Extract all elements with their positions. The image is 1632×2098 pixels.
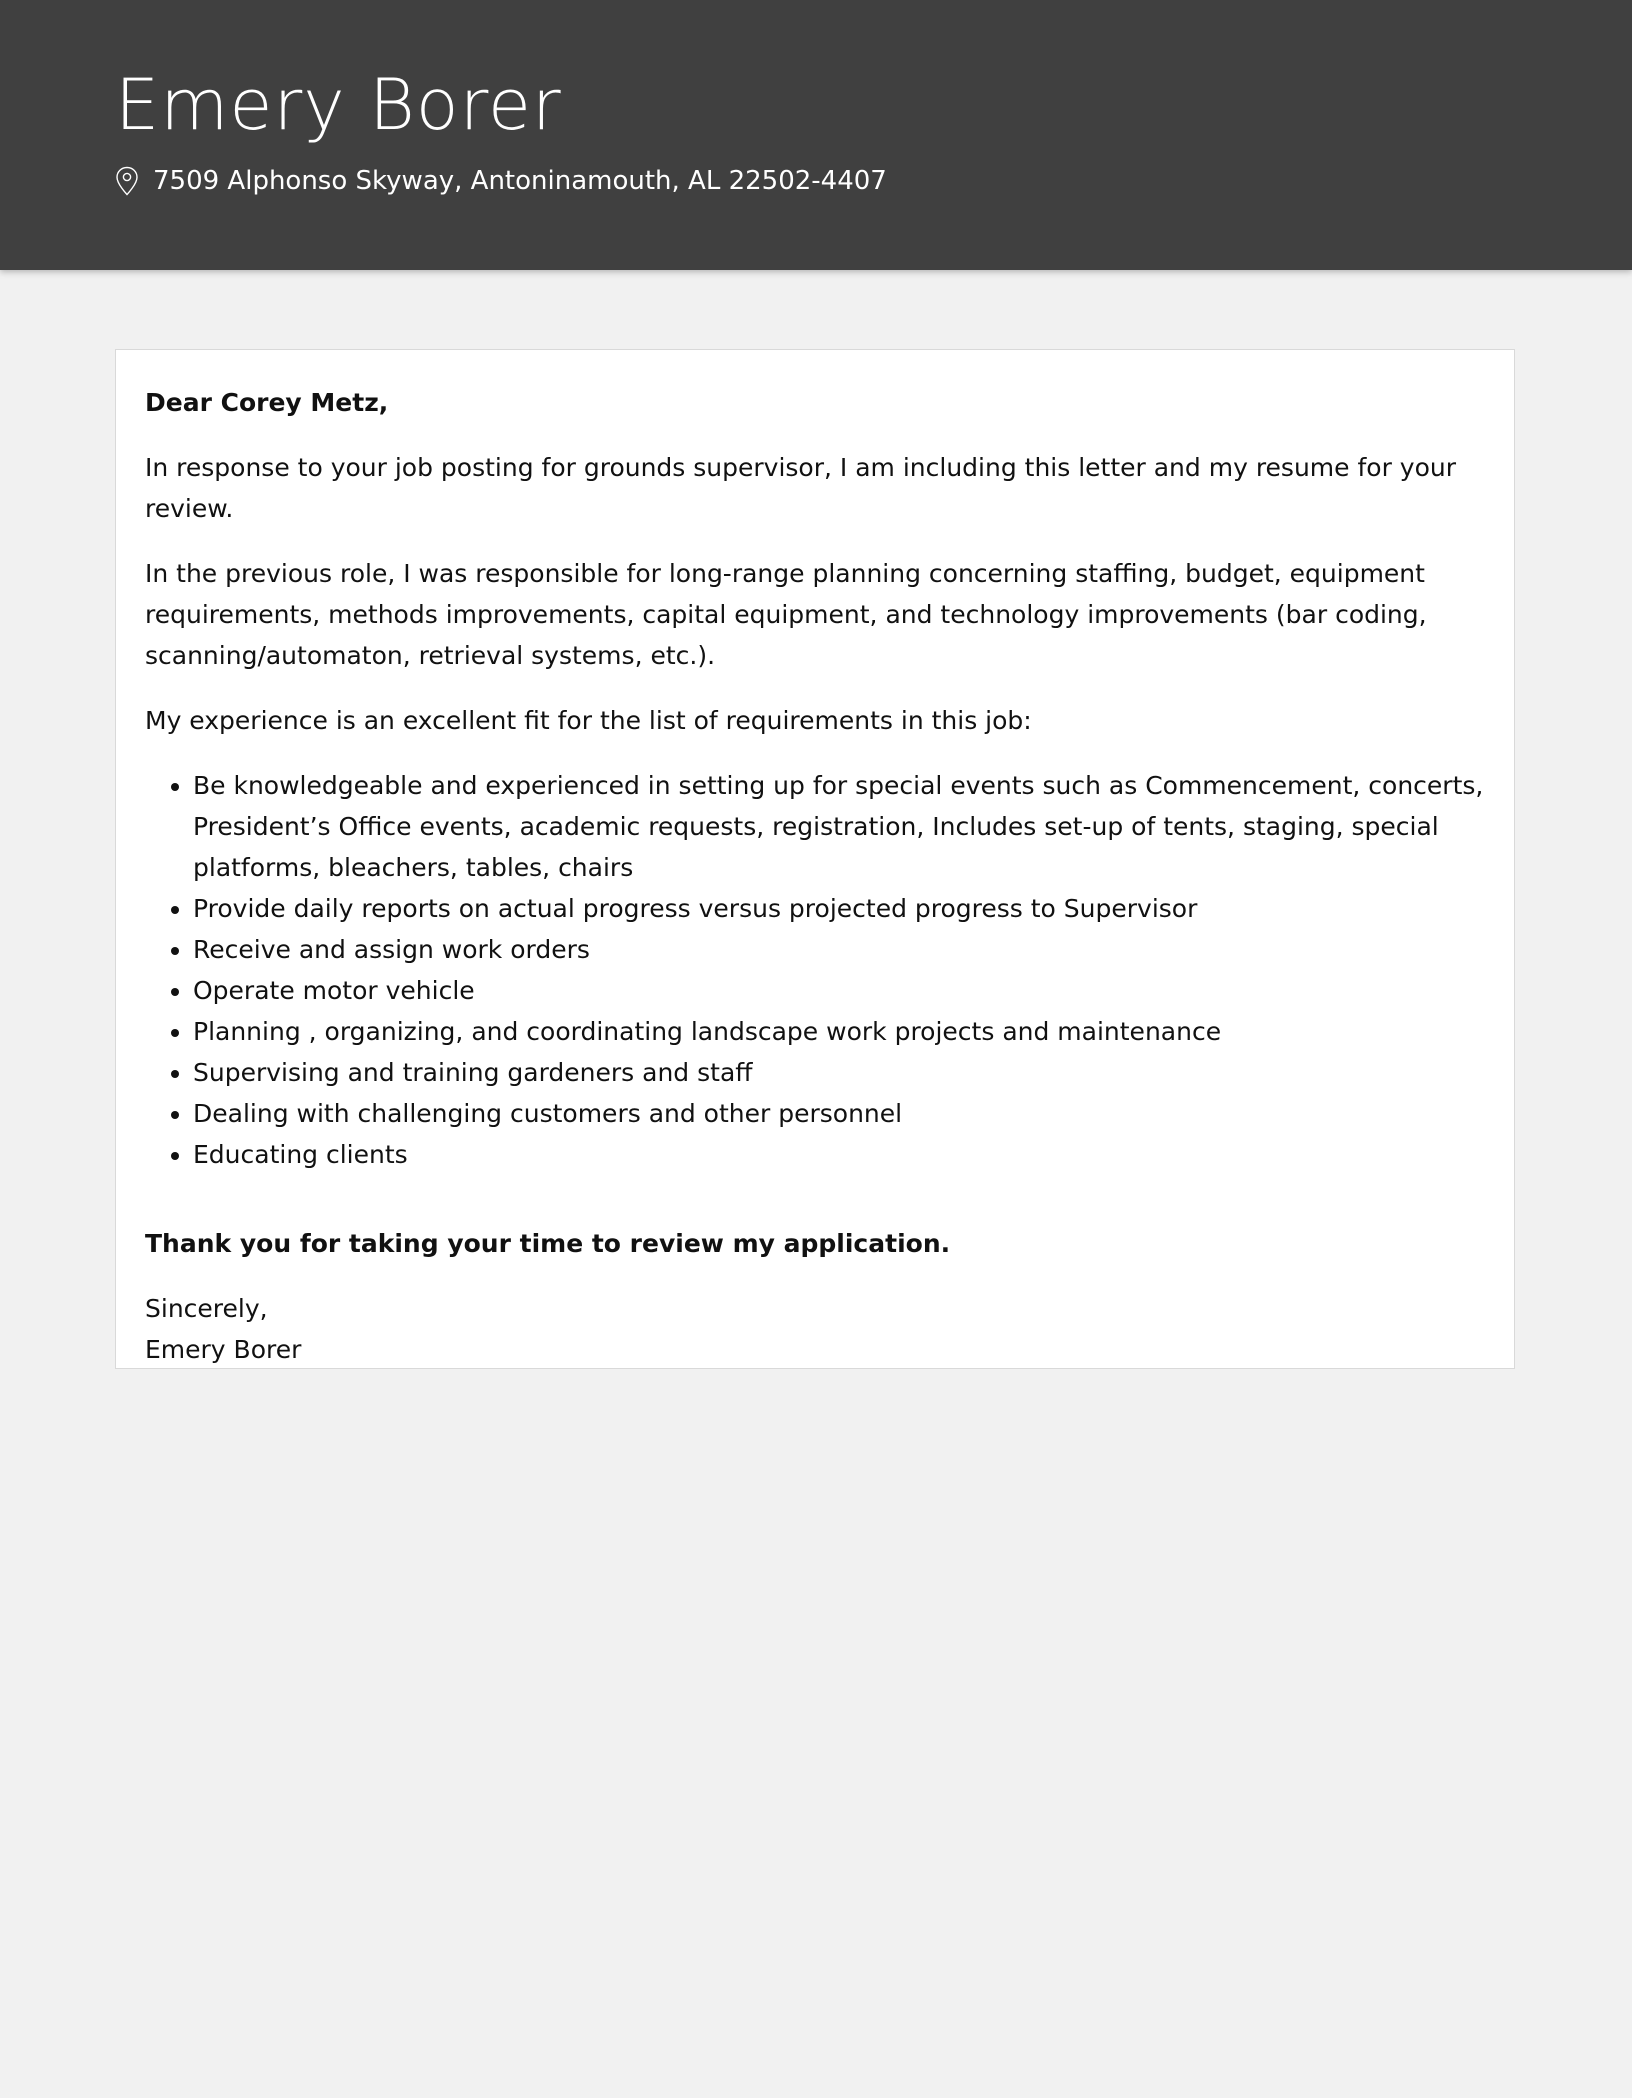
requirements-list — [145, 765, 1490, 1175]
paragraph-intro: In response to your job posting for grounds supervisor, I am including this letter and my resume for your review. — [145, 453, 1457, 523]
paragraph-previous-role: In the previous role, I was responsible for long-range planning concerning staffing, budget, equipment requirements, methods improvements, capital equipment, and technology improvements (bar coding, scanning/automaton, retrieval systems, etc.). — [145, 559, 1427, 670]
sign-off: Sincerely, — [145, 1294, 268, 1323]
list-item: • Educating clients — [193, 1134, 1490, 1175]
letter-body — [145, 382, 1490, 1370]
list-item: • Provide daily reports on actual progress versus projected progress to Supervisor — [193, 888, 1490, 929]
greeting: Dear Corey Metz, — [145, 388, 389, 417]
address-row — [115, 166, 887, 196]
address-text: 7509 Alphonso Skyway, Antoninamouth, AL 22502-4407 — [153, 166, 887, 196]
list-item: • Supervising and training gardeners and staff — [193, 1052, 1490, 1093]
list-item: • Planning , organizing, and coordinating landscape work projects and maintenance — [193, 1011, 1490, 1052]
paragraph-requirements-lead: My experience is an excellent fit for the list of requirements in this job: — [145, 706, 1032, 735]
list-item: • Receive and assign work orders — [193, 929, 1490, 970]
list-item: • Be knowledgeable and experienced in setting up for special events such as Commencement, concerts, President’s Office events, academic requests, registration, Includes set-up of tents, staging, special platforms, bleachers, tables, chairs — [193, 765, 1490, 888]
closing-thanks: Thank you for taking your time to review my application. — [145, 1229, 951, 1258]
list-item: • Operate motor vehicle — [193, 970, 1490, 1011]
letter-card — [115, 349, 1515, 1369]
header-banner — [0, 0, 1632, 270]
applicant-name: Emery Borer — [115, 64, 562, 146]
list-item: • Dealing with challenging customers and other personnel — [193, 1093, 1490, 1134]
signature: Emery Borer — [145, 1335, 302, 1364]
location-pin-icon — [115, 166, 139, 196]
